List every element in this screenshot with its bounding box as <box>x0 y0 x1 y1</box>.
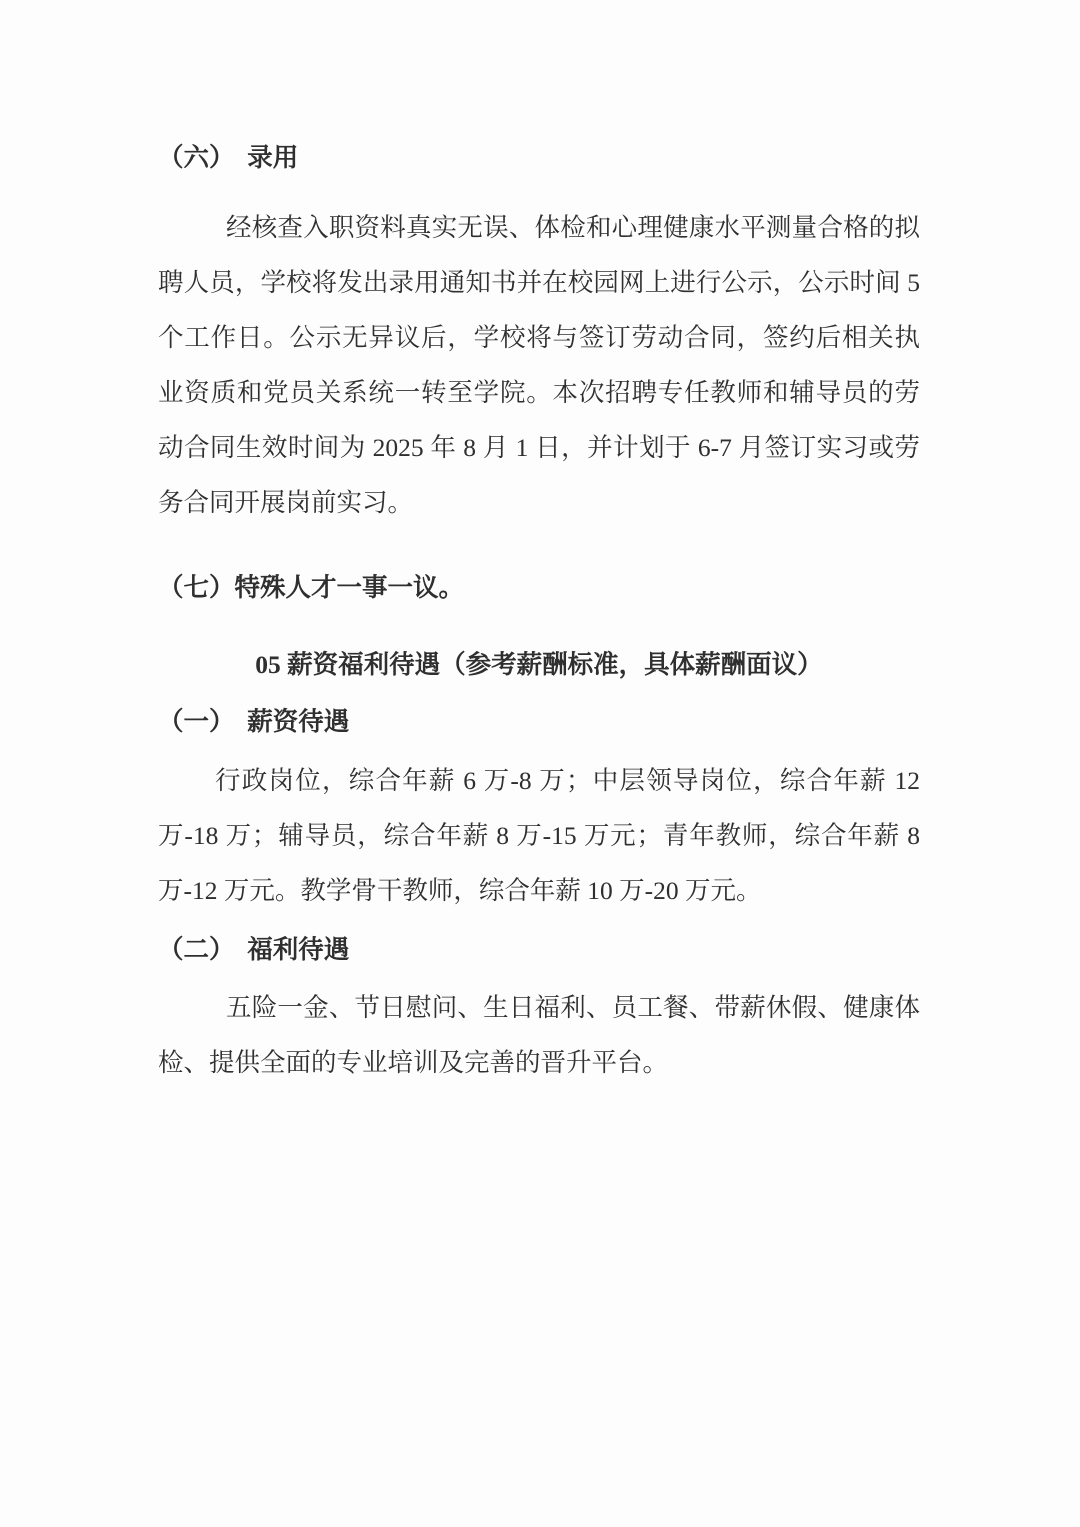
paragraph-welfare: 五险一金、节日慰问、生日福利、员工餐、带薪休假、健康体检、提供全面的专业培训及完善的晋升平台。 <box>158 993 920 1077</box>
paragraph-salary: 行政岗位，综合年薪 6 万-8 万；中层领导岗位，综合年薪 12 万-18 万；辅导员，综合年薪 8 万-15 万元；青年教师，综合年薪 8 万-12 万元。教学骨干教师，综合年薪 10 万-20 万元。 <box>158 766 920 905</box>
paragraph-recruitment: 经核查入职资料真实无误、体检和心理健康水平测量合格的拟聘人员，学校将发出录用通知书并在校园网上进行公示，公示时间 5 个工作日。公示无异议后，学校将与签订劳动合同，签约后相关执业资质和党员关系统一转至学院。本次招聘专任教师和辅导员的劳动合同生效时间为 2025 年 8 月 1 日，并计划于 6-7 月签订实习或劳务合同开展岗前实习。 <box>158 213 920 517</box>
section-heading-welfare: （二） 福利待遇 <box>158 935 350 964</box>
section-heading-salary: （一） 薪资待遇 <box>158 707 350 736</box>
section-heading-special-talent: （七）特殊人才一事一议。 <box>158 573 465 602</box>
section-heading-recruitment: （六） 录用 <box>158 143 299 172</box>
section-heading-compensation: 05 薪资福利待遇（参考薪酬标准，具体薪酬面议） <box>255 650 823 679</box>
